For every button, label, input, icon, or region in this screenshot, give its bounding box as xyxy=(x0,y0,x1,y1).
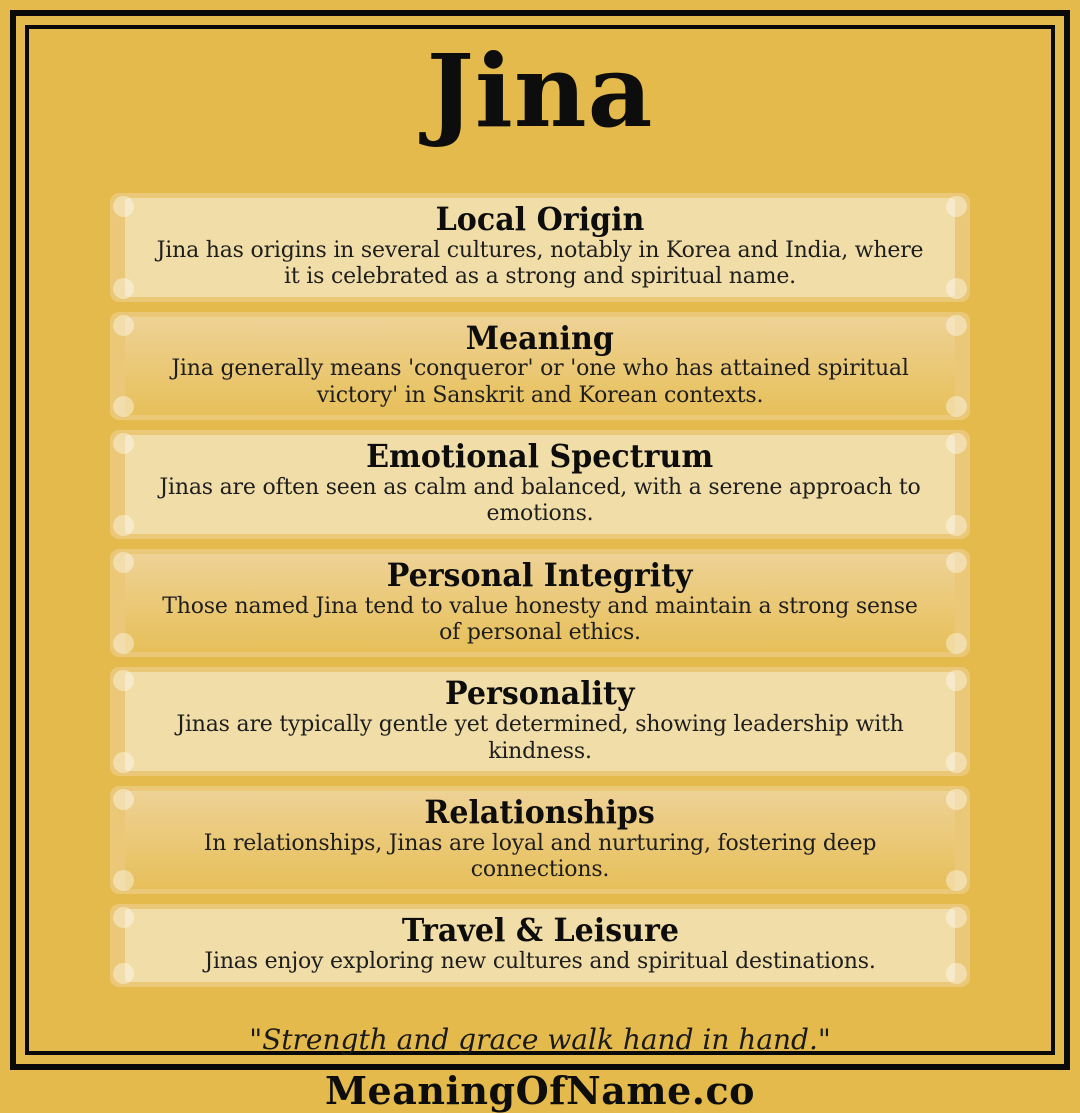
card-local-origin xyxy=(110,193,970,302)
rivet-icon xyxy=(113,196,134,217)
card-panel xyxy=(125,435,955,534)
card-travel-leisure xyxy=(110,904,970,986)
rivet-icon xyxy=(946,196,967,217)
card-relationships xyxy=(110,786,970,895)
site-name: MeaningOfName.co xyxy=(324,1067,756,1113)
rivet-icon xyxy=(113,396,134,417)
card-body: Jina has origins in several cultures, notably in Korea and India, where it is celebrated as a strong and spiritual name. xyxy=(156,237,924,290)
rivet-icon xyxy=(946,670,967,691)
rivet-icon xyxy=(113,433,134,454)
rivet-icon xyxy=(113,789,134,810)
rivet-icon xyxy=(946,752,967,773)
card-panel xyxy=(125,791,955,890)
rivet-icon xyxy=(946,963,967,984)
card-title: Local Origin xyxy=(435,200,645,238)
rivet-icon xyxy=(113,278,134,299)
card-title: Personal Integrity xyxy=(387,555,693,594)
page-title: Jina xyxy=(426,32,654,150)
card-panel xyxy=(125,317,955,416)
rivet-icon xyxy=(113,752,134,773)
rivet-icon xyxy=(113,552,134,573)
card-body: In relationships, Jinas are loyal and nurturing, fostering deep connections. xyxy=(203,830,877,883)
rivet-icon xyxy=(113,315,134,336)
rivet-icon xyxy=(113,963,134,984)
rivet-icon xyxy=(946,633,967,654)
card-panel xyxy=(125,198,955,297)
card-body: Jinas enjoy exploring new cultures and spiritual destinations. xyxy=(204,949,876,975)
card-body: Jinas are typically gentle yet determined, showing leadership with kindness. xyxy=(176,712,904,764)
footer-quote: "Strength and grace walk hand in hand." xyxy=(249,1022,831,1056)
rivet-icon xyxy=(946,433,967,454)
card-personal-integrity xyxy=(110,549,970,658)
card-body: Those named Jina tend to value honesty and maintain a strong sense of personal ethics. xyxy=(162,593,918,645)
rivet-icon xyxy=(946,907,967,928)
info-card-list xyxy=(110,193,970,987)
card-panel xyxy=(125,554,955,653)
card-title: Emotional Spectrum xyxy=(366,437,714,476)
card-title: Personality xyxy=(445,674,635,713)
rivet-icon xyxy=(946,789,967,810)
rivet-icon xyxy=(946,315,967,336)
card-title: Travel & Leisure xyxy=(401,911,679,950)
card-panel xyxy=(125,672,955,771)
rivet-icon xyxy=(946,396,967,417)
card-panel xyxy=(125,909,955,981)
rivet-icon xyxy=(946,278,967,299)
rivet-icon xyxy=(946,552,967,573)
card-body: Jina generally means 'conqueror' or 'one who has attained spiritual victory' in Sanskrit and Korean contexts. xyxy=(171,356,909,408)
rivet-icon xyxy=(946,870,967,891)
card-personality xyxy=(110,667,970,776)
rivet-icon xyxy=(113,515,134,536)
card-body: Jinas are often seen as calm and balanced, with a serene approach to emotions. xyxy=(159,474,921,527)
card-title: Relationships xyxy=(424,792,656,831)
card-title: Meaning xyxy=(465,318,615,357)
rivet-icon xyxy=(946,515,967,536)
card-content xyxy=(29,29,1051,1113)
card-meaning xyxy=(110,312,970,421)
card-emotional-spectrum xyxy=(110,430,970,539)
